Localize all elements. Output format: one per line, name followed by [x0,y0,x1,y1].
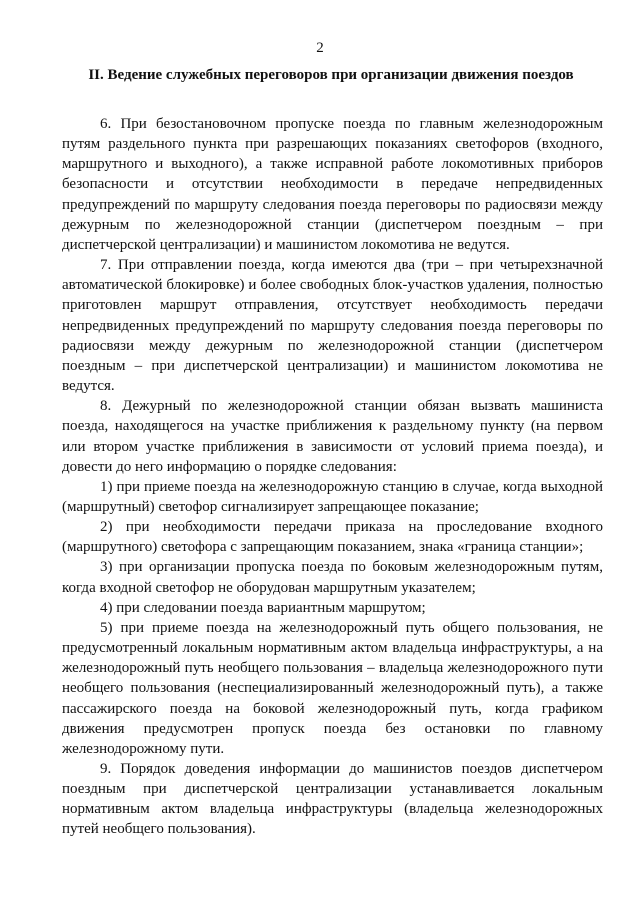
paragraph-8-item-1: 1) при приеме поезда на железнодорожную станцию в случае, когда выходной (маршрутный) светофор сигнализирует запрещающее показание; [62,478,603,515]
section-heading: II. Ведение служебных переговоров при организации движения поездов [88,67,574,83]
paragraph-8-item-3: 3) при организации пропуска поезда по боковым железнодорожным путям, когда входной светофор не оборудован маршрутным указателем; [62,559,603,596]
paragraph-9: 9. Порядок доведения информации до машинистов поездов диспетчером поездным при диспетчерской централизации устанавливается локальным нормативным актом владельца инфраструктуры (владельца железнодорожных путей необщего пользования). [62,761,603,838]
paragraph-8-item-4: 4) при следовании поезда вариантным маршрутом; [100,599,426,616]
paragraph-6: 6. При безостановочном пропуске поезда по главным железнодорожным путям раздельного пункта при разрешающих показаниях светофоров (входного, маршрутного и выходного), а также исправной работе локомотивных приборов безопасности и отсутствии необходимости в передаче непредвиденных предупреждений по маршруту следования поезда переговоры по радиосвязи между дежурным по железнодорожной станции (диспетчером поездным – при диспетчерской централизации) и машинистом локомотива не ведутся. [62,116,603,253]
body-text [62,114,603,840]
paragraph-8: 8. Дежурный по железнодорожной станции обязан вызвать машиниста поезда, находящегося на участке приближения к раздельному пункту (на первом или втором участке приближения в зависимости от условий приема поезда), и довести до него информацию о порядке следования: [62,398,603,475]
paragraph-7: 7. При отправлении поезда, когда имеются два (три – при четырехзначной автоматической блокировке) и более свободных блок-участков удаления, полностью приготовлен маршрут отправления, отсутствует необходимость передачи непредвиденных предупреждений по маршруту следования поезда переговоры по радиосвязи между дежурным по железнодорожной станции (диспетчером поездным – при диспетчерской централизации) и машинистом локомотива не ведутся. [62,257,603,395]
page-number: 2 [316,40,324,56]
paragraph-8-item-5: 5) при приеме поезда на железнодорожный путь общего пользования, не предусмотренный локальным нормативным актом владельца инфраструктуры, а на железнодорожный путь необщего пользования – владельца железнодорожного пути необщего пользования (неспециализированный железнодорожный путь), а также пассажирского поезда на боковой железнодорожный путь, когда графиком движения предусмотрен пропуск поезда без остановки по главному железнодорожному пути. [62,619,603,757]
paragraph-8-item-2: 2) при необходимости передачи приказа на проследование входного (маршрутного) светофора с запрещающим показанием, знака «граница станции»; [62,519,603,556]
